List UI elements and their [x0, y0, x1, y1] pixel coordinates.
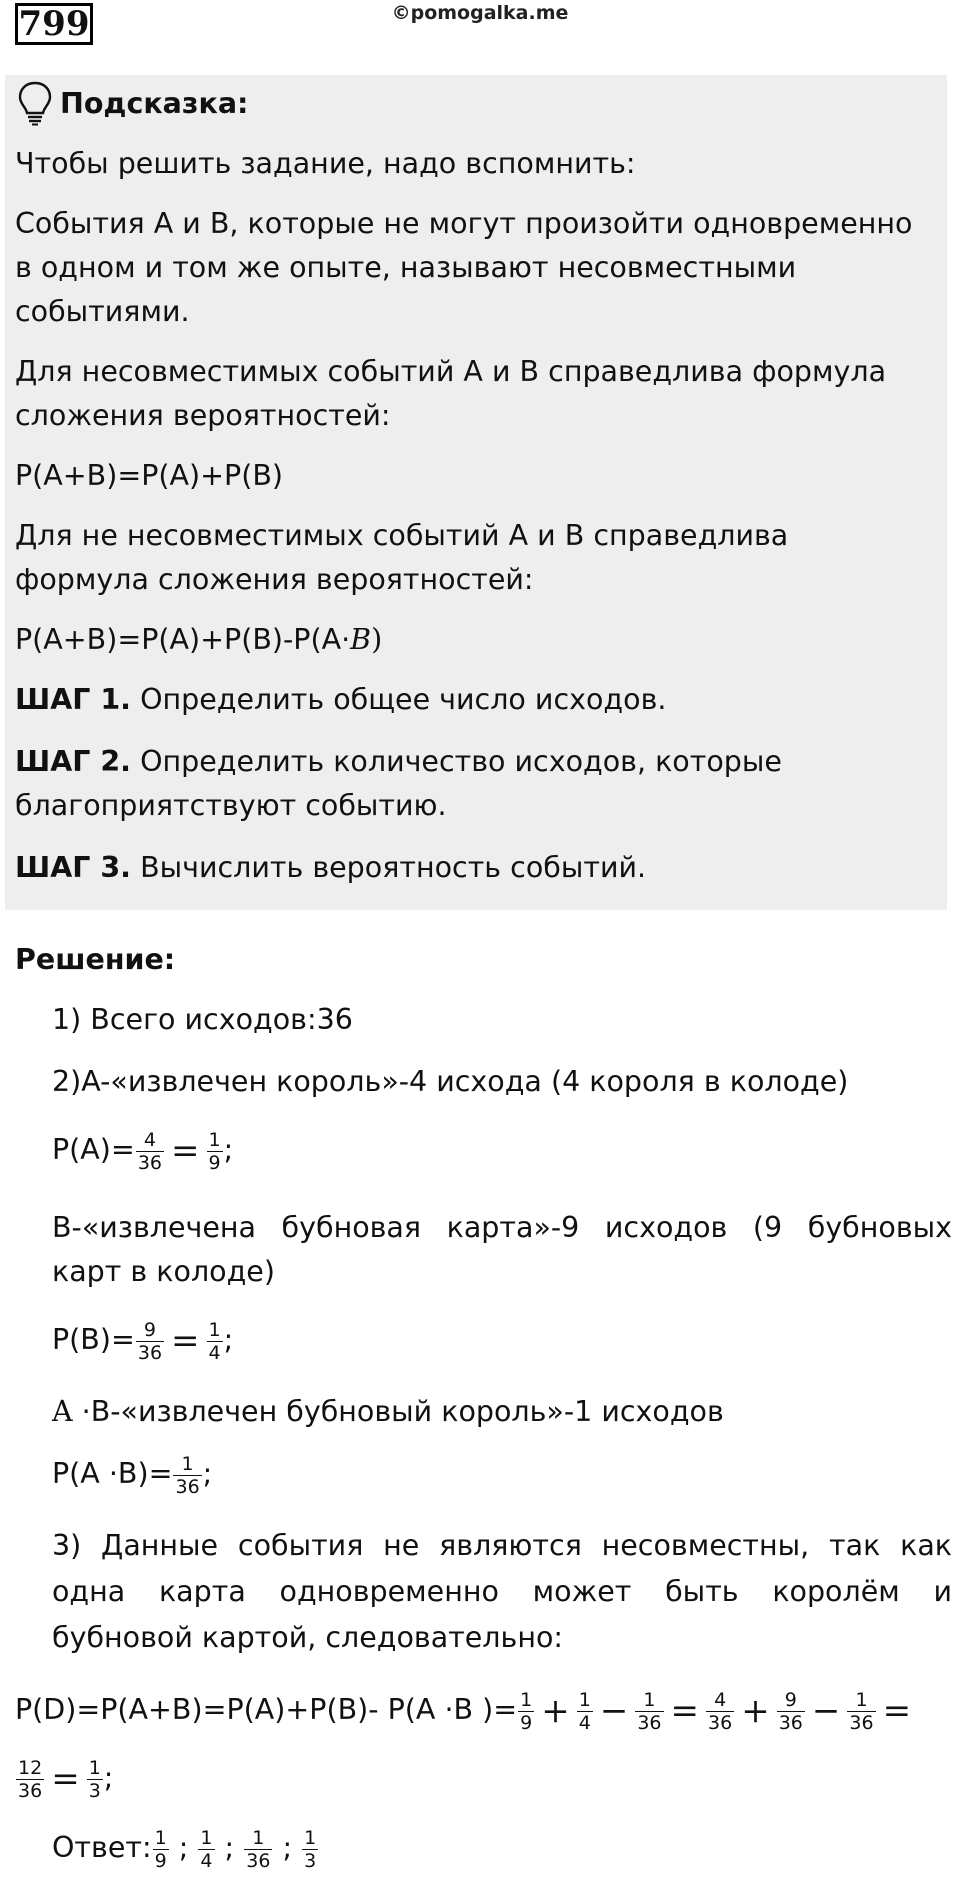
pb-formula: P(B)= $\frac{9}{36}$ = $\frac{1}{4}$ ;: [52, 1318, 234, 1364]
fraction: $\frac{1}{4}$: [208, 1318, 221, 1364]
step-2-continued: благоприятствуют событию.: [15, 789, 447, 822]
fraction: $\frac{1}{9}$: [208, 1128, 221, 1174]
pd-label: P(D)=P(A+B)=P(A)+P(B)- P(A ·B )=: [15, 1693, 518, 1726]
answer-label: Ответ:: [52, 1831, 152, 1864]
pd-result: $\frac{12}{36}$ = $\frac{1}{3}$ ;: [18, 1756, 114, 1802]
fraction: $\frac{1}{3}$: [304, 1826, 317, 1872]
formula-2-b: B: [350, 623, 372, 656]
pb-label: P(B)=: [52, 1323, 135, 1356]
pa-formula: P(A)= $\frac{4}{36}$ = $\frac{1}{9}$ ;: [52, 1128, 234, 1174]
hint-rule1-line-2: сложения вероятностей:: [15, 399, 391, 432]
step-1-text: Определить общее число исходов.: [131, 683, 667, 716]
hint-formula-1: P(A+B)=P(A)+P(B): [15, 459, 284, 492]
fraction: $\frac{1}{9}$: [520, 1688, 533, 1734]
lightbulb-icon: [16, 80, 54, 126]
hint-rule2-line-1: Для не несовместимых событий А и В справедлива: [15, 519, 789, 552]
step-3: [15, 846, 646, 890]
hint-definition-line-2: в одном и том же опыте, называют несовместными: [15, 251, 797, 284]
step-1: [15, 678, 666, 722]
step-3-line-3: бубновой картой, следовательно:: [52, 1621, 563, 1654]
pab-label: P(A ·B)=: [52, 1457, 173, 1490]
fraction: $\frac{1}{36}$: [175, 1452, 200, 1498]
b-line-1: B-«извлечена бубновая карта»-9 исходов (9 бубновых: [52, 1211, 952, 1244]
fraction: $\frac{9}{36}$: [778, 1688, 803, 1734]
step-3-label: ШАГ 3.: [15, 851, 132, 884]
hint-rule2-line-2: формула сложения вероятностей:: [15, 563, 534, 596]
hint-definition-line-3: событиями.: [15, 295, 190, 328]
hint-rule1-line-1: Для несовместимых событий А и В справедлива формула: [15, 355, 887, 388]
hint-title: Подсказка:: [60, 87, 249, 120]
solution-step-1: 1) Всего исходов:36: [52, 1003, 353, 1036]
answer: Ответ: $\frac{1}{9}$ ; $\frac{1}{4}$ ; $\frac{1}{36}$ ; $\frac{1}{3}$: [52, 1826, 317, 1872]
hint-intro: Чтобы решить задание, надо вспомнить:: [15, 147, 636, 180]
watermark: ©pomogalka.me: [391, 2, 569, 24]
step-3-line-1: 3) Данные события не являются несовместны, так как: [52, 1529, 952, 1562]
fraction: $\frac{1}{36}$: [637, 1688, 662, 1734]
step-3-line-2: одна карта одновременно может быть королём и: [52, 1575, 952, 1608]
fraction: $\frac{1}{3}$: [88, 1756, 101, 1802]
ab-line: [52, 1390, 724, 1434]
fraction: $\frac{4}{36}$: [137, 1128, 162, 1174]
ab-a: A: [52, 1395, 73, 1428]
hint-definition-line-1: События А и В, которые не могут произойти одновременно: [15, 207, 913, 240]
step-1-label: ШАГ 1.: [15, 683, 132, 716]
fraction: $\frac{12}{36}$: [18, 1756, 43, 1802]
fraction: $\frac{9}{36}$: [137, 1318, 163, 1364]
fraction: $\frac{1}{4}$: [200, 1826, 213, 1872]
fraction: $\frac{1}{9}$: [154, 1826, 167, 1872]
step-2-text: Определить количество исходов, которые: [131, 745, 782, 778]
formula-2-close: ): [371, 623, 383, 656]
step-2-label: ШАГ 2.: [15, 745, 132, 778]
fraction: $\frac{1}{36}$: [849, 1688, 874, 1734]
fraction: $\frac{1}{36}$: [246, 1826, 271, 1872]
b-line-2: карт в колоде): [52, 1255, 275, 1288]
hint-formula-2: [15, 618, 382, 662]
step-2: [15, 740, 782, 784]
pa-label: P(A)=: [52, 1133, 135, 1166]
ab-text: ·B-«извлечен бубновый король»-1 исходов: [72, 1395, 724, 1428]
task-number: 799: [15, 3, 93, 45]
pd-formula: P(D)=P(A+B)=P(A)+P(B)- P(A ·B )= $\frac{1}{9}$ + $\frac{1}{4}$ − $\frac{1}{36}$ = $\frac{4}{36}$ + $\frac{9}{36}$ − $\frac{1}{36}$ =: [15, 1688, 912, 1734]
step-3-text: Вычислить вероятность событий.: [131, 851, 647, 884]
fraction: $\frac{1}{4}$: [578, 1688, 591, 1734]
solution-title: Решение:: [15, 943, 176, 976]
pab-formula: P(A ·B)= $\frac{1}{36}$ ;: [52, 1452, 213, 1498]
fraction: $\frac{4}{36}$: [708, 1688, 733, 1734]
formula-2-prefix: P(A+B)=P(A)+P(B)-P(A·: [15, 623, 351, 656]
solution-step-2: 2)A-«извлечен король»-4 исхода (4 короля в колоде): [52, 1065, 849, 1098]
